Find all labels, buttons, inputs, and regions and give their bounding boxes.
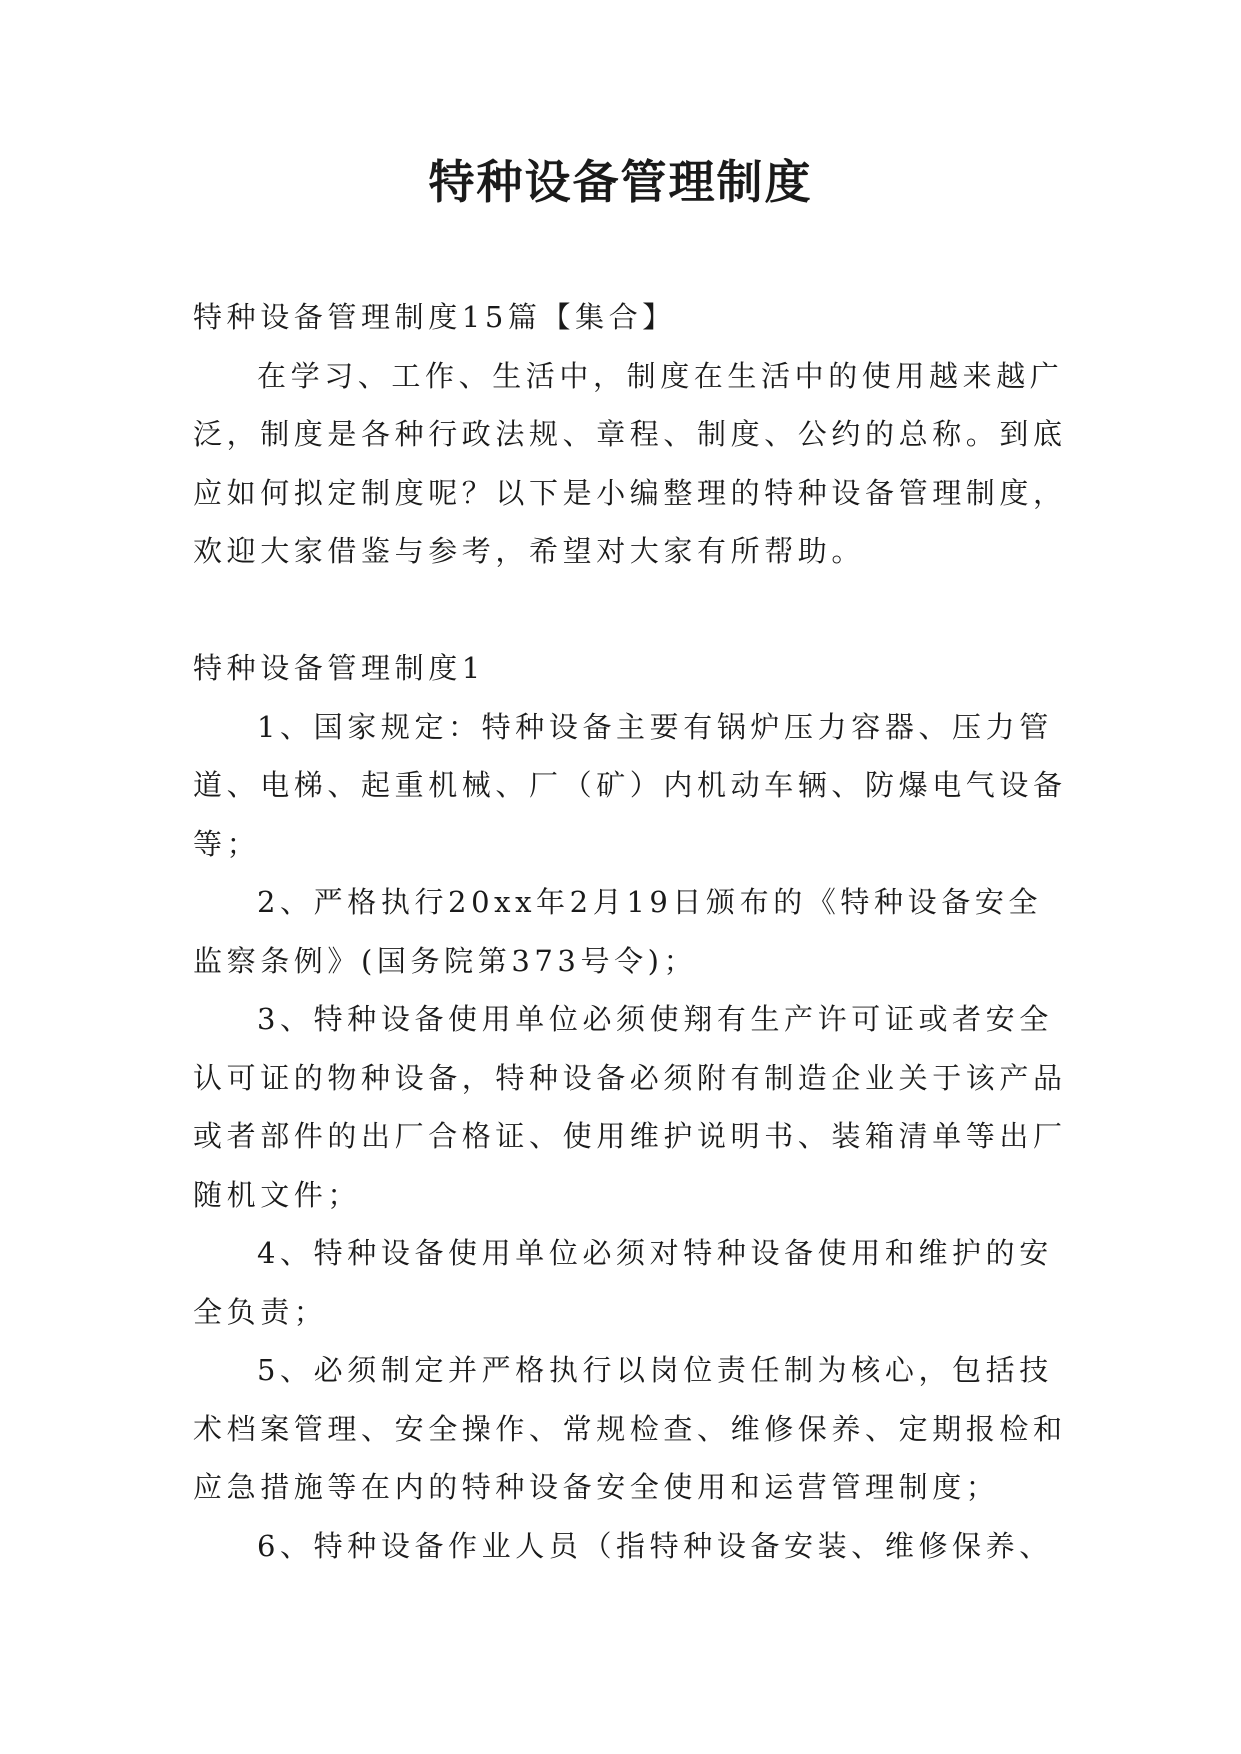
- document-subtitle: 特种设备管理制度15篇【集合】: [193, 300, 676, 334]
- rule-item-1: [193, 698, 1067, 874]
- rule-line: 认可证的物种设备，特种设备必须附有制造企业关于该产品: [193, 1060, 1067, 1095]
- intro-line: 在学习、工作、生活中，制度在生活中的使用越来越广: [257, 358, 1064, 393]
- rule-line: 随机文件；: [193, 1177, 362, 1212]
- rule-item-3: [193, 990, 1067, 1224]
- rule-line: 等；: [193, 826, 261, 861]
- rule-line: 术档案管理、安全操作、常规检查、维修保养、定期报检和: [193, 1411, 1067, 1446]
- rule-line: 6、特种设备作业人员（指特种设备安装、维修保养、: [257, 1528, 1053, 1563]
- rule-line: 应急措施等在内的特种设备安全使用和运营管理制度；: [193, 1470, 1000, 1504]
- intro-line: 应如何拟定制度呢？以下是小编整理的特种设备管理制度，: [193, 475, 1067, 510]
- rule-item-5: [193, 1341, 1067, 1517]
- intro-paragraph: [193, 347, 1067, 581]
- rule-line: 全负责；: [193, 1294, 328, 1329]
- rule-line: 2、严格执行20xx年2月19日颁布的《特种设备安全: [257, 885, 1043, 919]
- document-title: 特种设备管理制度: [428, 155, 813, 209]
- rule-line: 5、必须制定并严格执行以岗位责任制为核心，包括技: [257, 1353, 1053, 1387]
- paragraph-spacer: [193, 581, 1063, 640]
- intro-line: 欢迎大家借鉴与参考，希望对大家有所帮助。: [193, 534, 866, 568]
- rule-line: 监察条例》(国务院第373号令)；: [193, 943, 698, 978]
- document-body: [193, 288, 1067, 1575]
- rule-item-6: [193, 1517, 1063, 1576]
- rule-item-4: [193, 1224, 1063, 1341]
- rule-line: 道、电梯、起重机械、厂（矿）内机动车辆、防爆电气设备: [193, 768, 1067, 802]
- section-heading: 特种设备管理制度1: [193, 651, 485, 685]
- rule-line: 4、特种设备使用单位必须对特种设备使用和维护的安: [257, 1236, 1053, 1270]
- rule-line: 或者部件的出厂合格证、使用维护说明书、装箱清单等出厂: [193, 1119, 1067, 1153]
- rule-line: 1、国家规定：特种设备主要有锅炉压力容器、压力管: [257, 709, 1053, 744]
- rule-item-2: [193, 873, 1063, 990]
- intro-line: 泛，制度是各种行政法规、章程、制度、公约的总称。到底: [193, 417, 1067, 451]
- rule-line: 3、特种设备使用单位必须使翔有生产许可证或者安全: [257, 1002, 1053, 1036]
